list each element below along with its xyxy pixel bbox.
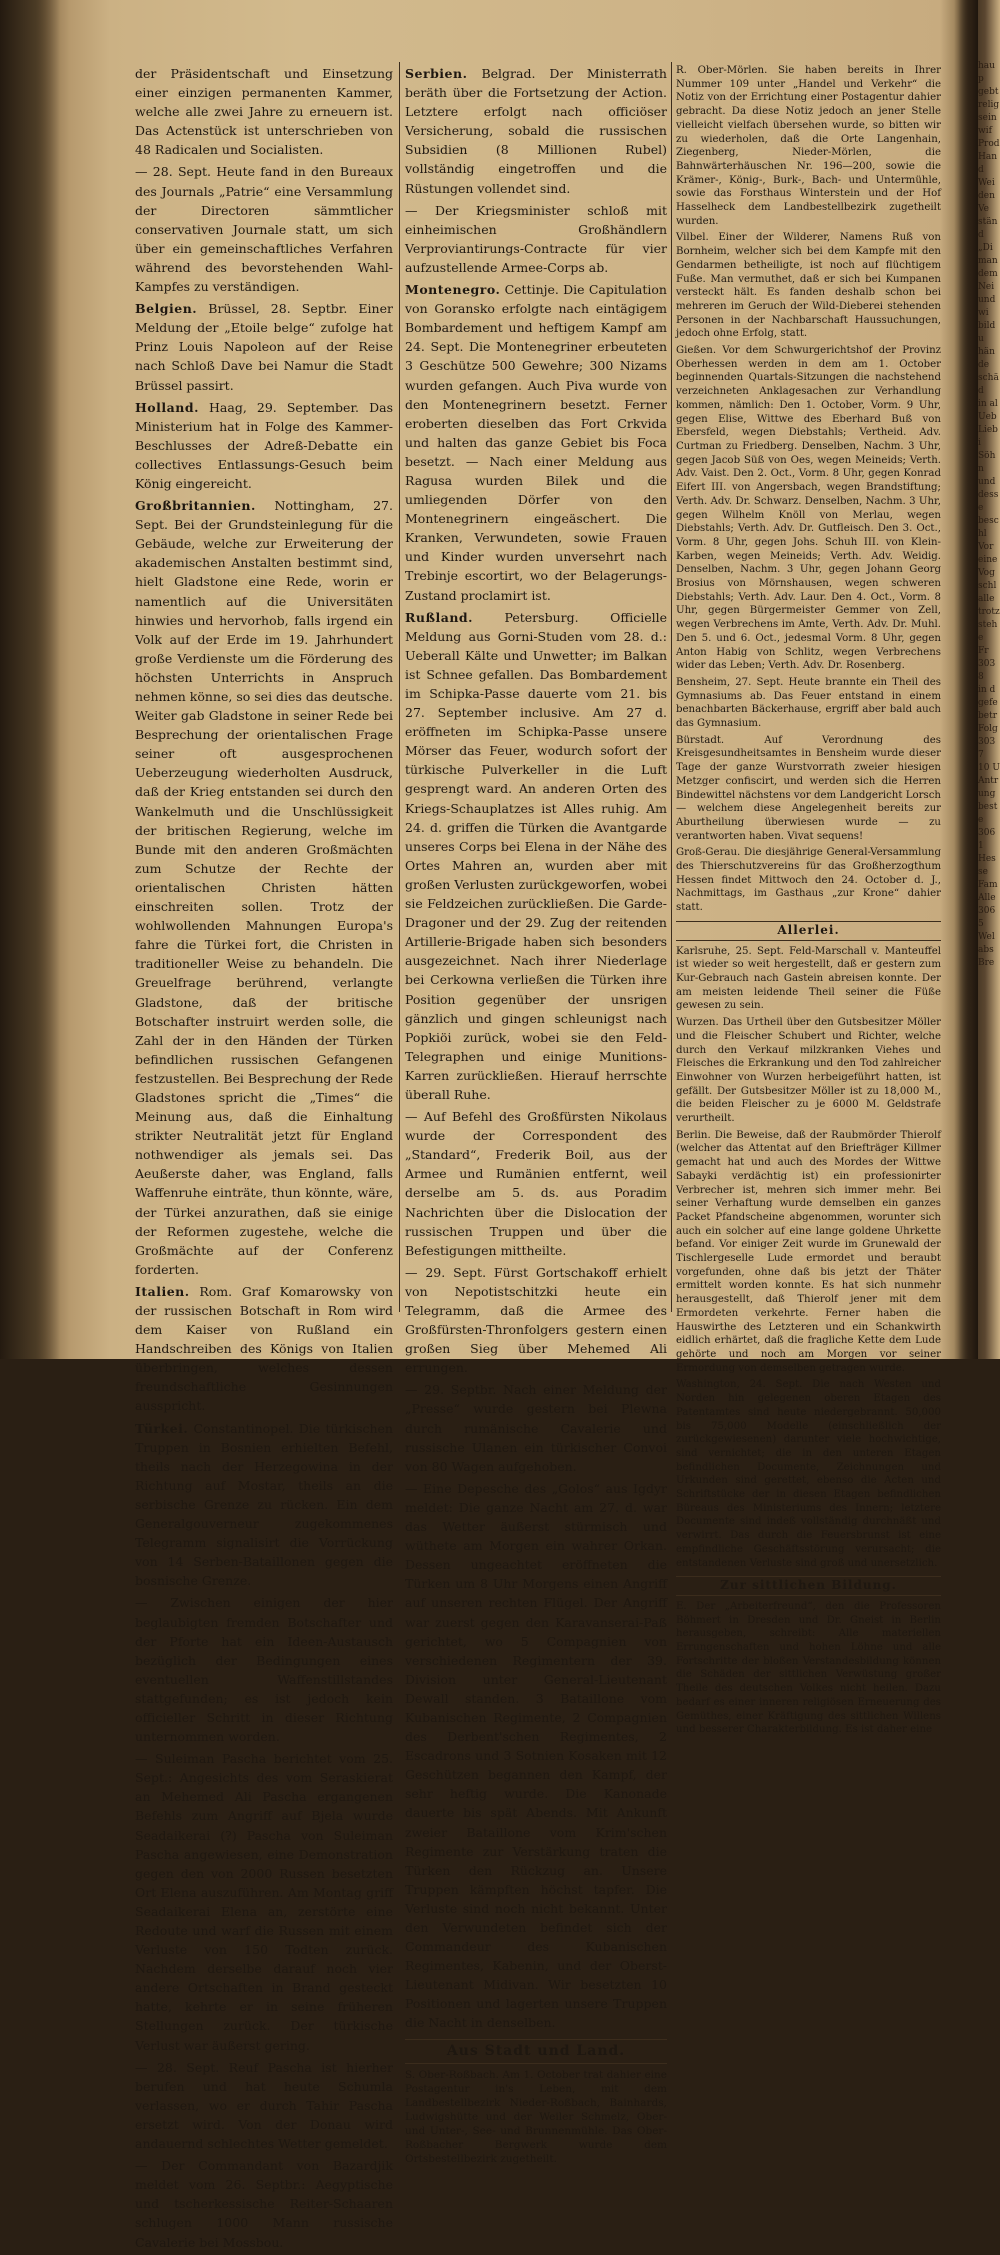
edge-fragment: ung — [978, 789, 996, 799]
edge-fragment: schl — [978, 581, 997, 591]
article-paragraph — [135, 1749, 393, 2055]
edge-fragment: 3061 — [978, 828, 996, 851]
country-heading: Italien. — [135, 1283, 190, 1299]
article-text: Karlsruhe, 25. Sept. Feld-Marschall v. Manteuffel ist wieder so weit hergestellt, daß er gestern zum Kur-Gebrauch nach Gastein abreisen konnte. Der am meisten leidende Theil seiner die Füße gewesen zu sein. — [676, 945, 941, 1012]
edge-fragment: Prod — [978, 139, 1000, 149]
country-heading: Rußland. — [405, 609, 474, 625]
article-text: Bürstadt. Auf Verordnung des Kreisgesundheitsamtes in Bensheim wurde dieser Tage der ganze Wurstvorrath zweier hiesigen Metzger confiscirt, und werden sich die Herren Bindewittel nächstens vor dem Landgericht Lorsch — welchem diese Angelegenheit bereits zur Aburtheilung überwiesen wurde — zu verantworten haben. Vivat sequens! — [676, 734, 941, 842]
column-1 — [135, 64, 393, 2255]
column-2 — [405, 64, 667, 2169]
edge-fragment: Hand — [978, 152, 998, 175]
article-paragraph — [405, 1107, 667, 1260]
edge-fragment: man — [978, 256, 998, 266]
edge-fragment: in al — [978, 399, 998, 409]
edge-fragment: Ueb — [978, 412, 997, 422]
edge-fragment: eine — [978, 555, 998, 565]
edge-fragment: Wei — [978, 178, 995, 188]
edge-fragment: desse — [978, 490, 999, 513]
edge-fragment: trotz — [978, 607, 1000, 617]
article-paragraph — [676, 1378, 941, 1570]
edge-fragment: alle — [978, 594, 995, 604]
article-text: — 28. Sept. Reuf Pascha ist hierher berufen und hat heute Schumla verlassen, wo er durch Tahir Pascha ersetzt wird. Von der Donau wird andauernd schlechtes Wetter gemeldet. — [135, 2059, 393, 2152]
edge-fragment: abs — [978, 945, 994, 955]
edge-fragment: Söhn — [978, 451, 996, 474]
edge-fragment: dem — [978, 269, 998, 279]
article-paragraph — [405, 608, 667, 1104]
article-text: Berlin. Die Beweise, daß der Raubmörder Thierolf (welcher das Attentat auf den Briefträger Killmer gemacht hat und auch des Mordes der Wittwe Sabayki verdächtig ist) ein professionirter Verbrecher ist, mehren sich immer mehr. Bei seiner Verhaftung wurde demselben ein ganzes Packet Pfandscheine abgenommen, worunter sich auch ein solcher auf eine lange goldene Uhrkette befand. Vor einiger Zeit wurde im Grunewald der Tischlergeselle Lude ermordet und beraubt vorgefunden, ohne daß bis jetzt der Thäter ermittelt worden konnte. Es hat sich nunmehr herausgestellt, daß Thierolf jener mit dem Ermordeten verkehrte. Ferner haben die Hauswirthe des Letzteren und ein Schankwirth eidlich erhärtet, daß die fragliche Kette dem Lude gehörte und noch am Morgen vor seiner Ermordung von demselben getragen wurde. — [676, 1129, 941, 1374]
article-text: — 29. Sept. Fürst Gortschakoff erhielt von Nepotistschitzki heute ein Telegramm, daß die Armee des Großfürsten-Thronfolgers gestern einen großen Sieg über Mehemed Ali errungen. — [405, 1264, 667, 1376]
edge-fragment: wif — [978, 126, 992, 136]
article-text: Constantinopel. Die türkischen Truppen in Bosnien erhielten Befehl, theils nach der Herzegowina in der Richtung auf Mostar, theils an die serbische Grenze zu rücken. Ein dem Generalgouverneur zugekommenes Telegramm signalisirt die Vorrückung von 14 Serben-Bataillonen gegen die bosnische Grenze. — [135, 1420, 393, 1589]
edge-fragment: Alle — [978, 893, 996, 903]
article-text: Brüssel, 28. Septbr. Einer Meldung der „Etoile belge“ zufolge hat Prinz Louis Napoleon auf der Reise nach Schloß Dave bei Namur die Stadt Brüssel passirt. — [135, 301, 393, 393]
section-heading: Zur sittlichen Bildung. — [676, 1576, 941, 1596]
article-text: R. Ober-Mörlen. Sie haben bereits in Ihrer Nummer 109 unter „Handel und Verkehr“ die Notiz von der Errichtung einer Postagentur dahier gebracht. Da diese Notiz jedoch an jener Stelle vielleicht vielfach übersehen wurde, so bitten wir zu wiederholen, daß die Orte Langenhain, Ziegenberg, Nieder-Mörlen, die Bahnwärterhäuschen Nr. 196—200, sowie die Krämer-, König-, Burk-, Bach- und Untermühle, sowie das Forsthaus Winterstein und der Hof Hasselheck dem Landbestellbezirk zugetheilt wurden. — [676, 65, 941, 227]
edge-fragment: 3038 — [978, 659, 996, 682]
article-paragraph — [135, 1419, 393, 1591]
edge-fragment: Nei — [978, 282, 995, 292]
edge-fragment: haup — [978, 61, 995, 84]
article-text: Cettinje. Die Capitulation von Goransko erfolgte nach eintägigem Bombardement und heftigem Kampf am 24. Sept. Die Montenegriner erbeuteten 3 Geschütze 500 Gewehre; 300 Nizams wurden gefangen. Auch Piva wurde von den Montenegrinern besetzt. Ferner eroberten dieselben das Fort Crkvida und halten das ganze Gebiet bis Foca besetzt. — Nach einer Meldung aus Ragusa wurden Bilek und die umliegenden Dörfer von den Montenegrinern eingeäschert. Die Kranken, Verwundeten, sowie Frauen und Kinder wurden unversehrt nach Trebinje escortirt, wo der Belagerungs-Zustand proclamirt ist. — [405, 282, 667, 603]
edge-fragment: 3037 — [978, 737, 996, 760]
article-paragraph — [676, 231, 941, 341]
edge-fragment: in d — [978, 685, 996, 695]
article-paragraph — [676, 676, 941, 731]
edge-fragment: und — [978, 295, 996, 305]
edge-fragment: Antr — [978, 776, 999, 786]
article-paragraph — [676, 1016, 941, 1126]
article-text: Rom. Graf Komarowsky von der russischen Botschaft in Rom wird dem Kaiser von Rußland ein Handschreiben des Königs von Italien überbringen, welches dessen freundschaftliche Gesinnungen ausspricht. — [135, 1283, 393, 1414]
edge-fragment: Bre — [978, 958, 995, 968]
article-paragraph — [676, 344, 941, 673]
column-3 — [676, 64, 941, 1740]
edge-fragment: den — [978, 191, 995, 201]
article-paragraph — [676, 734, 941, 844]
edge-fragment: hände — [978, 347, 995, 370]
article-text: — 28. Sept. Heute fand in den Bureaux des Journals „Patrie“ eine Versammlung der Directoren sämmtlicher conservativen Journale statt, um sich über ein gemeinschaftliches Verfahren während des bevorstehenden Wahl-Kampfes zu verständigen. — [135, 164, 393, 295]
article-paragraph — [135, 162, 393, 296]
edge-fragment: Wel — [978, 932, 995, 942]
edge-fragment: Vog — [978, 568, 995, 578]
country-heading: Großbritannien. — [135, 498, 256, 514]
article-paragraph — [135, 2058, 393, 2153]
edge-fragment: und — [978, 477, 996, 487]
country-heading: Montenegro. — [405, 282, 501, 298]
article-text: Vilbel. Einer der Wilderer, Namens Ruß von Bornheim, welcher sich bei dem Kampfe mit den Gendarmen betheiligte, ist noch auf flüchtigem Fuße. Man vermuthet, daß er sich bei Kumpanen versteckt hält. Es fanden deshalb schon bei mehreren im Geruch der Wild-Dieberei stehenden Personen in der Nachbarschaft Haussuchungen, jedoch ohne Erfolg, statt. — [676, 232, 941, 340]
article-paragraph — [676, 846, 941, 915]
article-text: — Der Kriegsminister schloß mit einheimischen Großhändlern Verproviantirungs-Contracte für vier aufzustellende Armee-Corps ab. — [405, 202, 667, 275]
edge-fragment: Fr — [978, 646, 989, 656]
edge-fragment: Ve — [978, 204, 989, 214]
edge-fragment: Liebi — [978, 425, 998, 448]
page-fold-shadow — [954, 0, 978, 1359]
adjacent-page-edge — [978, 60, 1000, 1300]
article-text: — Eine Depesche des „Golos“ aus Igdyr meldet: Die ganze Nacht am 27. d. war das Wetter äußerst stürmisch und wüthete am Morgen ein wahrer Orkan. Dessen ungeachtet eröffneten die Türken um 8 Uhr Morgens einen Angriff auf unseren rechten Flügel. Der Angriff war zuerst gegen den Karavanserai-Paß gerichtet, wo 5 Compagnien von verschiedenen Regimentern der 39. Division unter General-Lieutenant Dewall standen. 3 Bataillone vom Kubanischen Regimente, 2 Compagnien des Derbent'schen Regimentes, 2 Escadrons und 3 Sotnien Kosaken mit 12 Geschützen begannen den Kampf, der sehr heftig wurde. Die Kanonade dauerte bis spät Abends. Mit Ankunft zweier Bataillone vom Krim'schen Regimente zur Verstärkung traten die Türken den Rückzug an. Unsere Truppen kämpften höchst tapfer. Die Verluste sind noch nicht bekannt. Unter den Verwundeten befindet sich der Commandeur des Kubanischen Regimentes, Kabenin, und der Oberst-Lieutenant Midivan. Wir besetzten 10 Positionen und lagerten unsere Truppen die Nacht in denselben. — [405, 1480, 667, 2031]
article-text: Bensheim, 27. Sept. Heute brannte ein Theil des Gymnasiums ab. Das Feuer entstand in einem benachbarten Bäckerhause, ergriff aber bald auch das Gymnasium. — [676, 676, 941, 730]
edge-fragment: beschl — [978, 516, 999, 539]
country-heading: Serbien. — [405, 66, 468, 81]
article-text: — Auf Befehl des Großfürsten Nikolaus wurde der Correspondent des „Standard“, Frederik Boil, aus der Armee und Rumänien entfernt, weil derselbe am 5. ds. aus Poradim Nachrichten über die Dislocation der russischen Truppen und über die Befestigungen mittheilte. — [405, 1109, 667, 1258]
article-text: Wurzen. Das Urtheil über den Gutsbesitzer Möller und die Fleischer Schubert und Richter, welche durch den Verkauf milzkranken Viehes und Fleisches die Erkrankung und den Tod zahlreicher Einwohner von Wurzen herbeigeführt hatten, ist gefällt. Der Gutsbesitzer Möller ist zu 18,000 M., die beiden Fleischer zu je 6000 M. Geldstrafe verurtheilt. — [676, 1017, 941, 1125]
edge-fragment: „Di — [978, 243, 993, 253]
article-paragraph — [405, 1380, 667, 1475]
edge-fragment: gefe — [978, 698, 998, 708]
article-paragraph — [135, 398, 393, 493]
edge-fragment: Folg — [978, 724, 998, 734]
article-text: — Der Commandant von Bazardjik meldet vom 26. Septbr.: Aegyptische und tscherkessische Reiter-Schaaren schlugen 1000 Mann russische Cavalerie bei Mossbou. — [135, 2158, 393, 2250]
article-text: Washington, 24. Sept. Die nach Westen und Norden hin gelegenen oberen Etagen des Patentamtes sind heute niedergebrannt. 50,000 bis 75,000 Modelle (einschließlich der zurückgewiesenen) darunter viele hochwichtige, sind vernichtet; die in den unteren Etagen befindlichen Documente, Zeichnungen und Urkunden sind gerettet, ebenso die Acten und Schriftstücke der in diesen Etagen befindlichen Büreaus des Ministeriums des Innern; letztere Documente sind indeß vollständig durchnäßt und verwirrt. Das durch die Feuersbrunst ist eine empfindliche Geschäftsstörung verursacht; die entstandenen Verluste sind groß und unersetzlich. — [676, 1379, 941, 1569]
article-paragraph — [405, 64, 667, 198]
edge-fragment: bildu — [978, 321, 996, 344]
article-paragraph — [676, 945, 941, 1014]
edge-fragment: sein — [978, 113, 997, 123]
column-rule-1 — [399, 62, 400, 1312]
article-paragraph — [405, 2068, 667, 2166]
country-heading: Türkei. — [135, 1420, 189, 1436]
article-paragraph — [135, 299, 393, 394]
article-text: Gießen. Vor dem Schwurgerichtshof der Provinz Oberhessen werden in dem am 1. October beginnenden Quartals-Sitzungen die nachstehend verzeichneten Anklagesachen zur Verhandlung kommen, nämlich: Den 1. October, Vorm. 9 Uhr, gegen Elise, Wittwe des Eberhard Buß von Ebersfeld, wegen Diebstahls; Vertheid. Adv. Curtman zu Friedberg. Denselben, Nachm. 3 Uhr, gegen Jacob Süß von Oes, wegen Meineids; Verth. Adv. Vaist. Den 2. Oct., Vorm. 8 Uhr, gegen Konrad Eifert III. von Angersbach, wegen Brandstiftung; Verth. Adv. Dr. Schwarz. Denselben, Nachm. 3 Uhr, gegen Wilhelm Knöll von Merlau, wegen Diebstahls; Verth. Adv. Dr. Gutfleisch. Den 3. Oct., Vorm. 8 Uhr, gegen Johs. Schuh III. von Klein-Karben, wegen Meineids; Verth. Adv. Weidig. Denselben, Nachm. 3 Uhr, gegen Johann Georg Brosius von Mörnshausen, wegen schweren Diebstahls; Verth. Adv. Laur. Den 4. Oct., Vorm. 8 Uhr, gegen Bürgermeister Gemmer von Zell, wegen Verbrechens im Amte, Verth. Adv. Dr. Muhl. Den 5. und 6. Oct., jedesmal Vorm. 8 Uhr, gegen Anton Habig von Schlitz, wegen Verbrechens wider das Leben; Verth. Adv. Dr. Rosenberg. — [676, 345, 941, 672]
edge-fragment: schäd — [978, 373, 999, 396]
edge-fragment: stehe — [978, 620, 998, 643]
article-text: Haag, 29. September. Das Ministerium hat in Folge des Kammer-Beschlusses der Adreß-Debatte ein collectives Entlassungs-Gesuch beim König eingereicht. — [135, 399, 393, 491]
article-paragraph — [405, 280, 667, 605]
edge-fragment: relig — [978, 100, 1000, 110]
article-text: S. Ober-Roßbach. Am 1. October trat dahier eine Postagentur in's Leben, mit dem Landbestellbezirk Nieder-Roßbach, Bainhards, Ludwigshütte und der Weiler Schmelz, Ober- und Unter-, See- und Brunnenmühle. Das Ober-Roßbacher Bergwerk wurde dem Ortsbestellbezirk zugetheilt. — [405, 2068, 667, 2165]
edge-fragment: gebt — [978, 87, 999, 97]
article-text: — 29. Septbr. Nach einer Meldung der „Presse“ wurde gestern bei Plewna durch rumänische Cavalerie und russische Ulanen ein türkischer Convoi von 80 Wagen aufgehoben. — [405, 1382, 667, 1474]
article-paragraph — [135, 1593, 393, 1746]
article-paragraph — [405, 1263, 667, 1378]
edge-fragment: 3065 — [978, 906, 996, 929]
country-heading: Belgien. — [135, 301, 198, 317]
edge-fragment: betr — [978, 711, 998, 721]
article-text: E. Der „Arbeiterfreund“, den die Professoren Böhmert in Dresden und Dr. Gneist in Berlin herausgeben, schreibt: Alle materiellen Errungenschaften und hohen Löhne und alle Fortschritte der bloßen Verstandesbildung können die Schäden der sittlichen Verwüstung großer Theile des deutschen Volkes nicht heilen. Dazu bedarf es einer inneren religiösen Erneuerung des Gemüthes, einer Kräftigung des sittlichen Willens und besserer Charakterbildung. Es ist daher eine — [676, 1600, 941, 1736]
article-paragraph — [135, 2156, 393, 2251]
article-paragraph — [676, 1129, 941, 1376]
article-text: Belgrad. Der Ministerrath beräth über die Fortsetzung der Action. Letztere erfolgt nach officiöser Versicherung, sobald die russischen Subsidien (8 Millionen Rubel) vollständig eingetroffen und die Rüstungen vollendet sind. — [405, 66, 667, 196]
book-spine-shadow — [0, 0, 60, 1359]
article-text: Nottingham, 27. Sept. Bei der Grundsteinlegung für die Gebäude, welche zur Erweiterung der akademischen Anstalten bestimmt sind, hielt Gladstone eine Rede, worin er namentlich auf die Universitäten hinwies und hervorhob, falls irgend ein Volk auf der Erde im 19. Jahrhundert große Verdienste um die Förderung des höchsten Unterrichts in Anspruch nehmen könne, so sei dies das deutsche. Weiter gab Gladstone in seiner Rede bei Besprechung der orientalischen Frage seiner oft ausgesprochenen Ueberzeugung wiederholten Ausdruck, daß der Krieg entstanden sei durch den Wankelmuth und die Unschlüssigkeit der britischen Regierung, welche im Bunde mit den anderen Großmächten zum Schutze der Rechte der orientalischen Christen hätten einschreiten sollen. Trotz der wohlwollenden Mahnungen Europa's fahre die Türkei fort, die Christen in traditioneller Weise zu behandeln. Die Greuelfrage berührend, verlangte Gladstone, daß der britische Botschafter instruirt werden solle, die Zahl der in den Händen der Türken befindlichen russischen Gefangenen festzustellen. Bei Besprechung der Rede Gladstones spricht die „Times“ die Meinung aus, daß die Einhaltung strikter Neutralität jetzt für England nothwendiger als jemals sei. Das Aeußerste daher, was England, falls Waffenruhe einträte, thun könnte, wäre, der Türkei anzurathen, daß sie einige der Reformen zugestehe, welche die Großmächte auf der Conferenz forderten. — [135, 498, 393, 1277]
article-text: der Präsidentschaft und Einsetzung einer einzigen permanenten Kammer, welche alle zwei Jahre zu erneuern ist. Das Actenstück ist unterschrieben von 48 Radicalen und Socialisten. — [135, 66, 393, 158]
article-paragraph — [676, 1600, 941, 1737]
article-text: — Suleiman Pascha berichtet vom 25. Sept.: Angesichts des vom Seraskierat an Mehemed Ali Pascha ergangenen Befehls zum Angriff auf Bjela wurde Seadaikerai (?) Pascha von Suleiman Pascha angewiesen, eine Demonstration gegen den von 2000 Russen besetzten Ort Elena auszuführen. Am Montag griff Seadaikerai Elena an, zerstörte eine Redoute und warf die Russen mit einem Verluste von 150 Todten zurück. Nachdem derselbe darauf noch vier andere Ortschaften in Brand gesteckt hatte, kehrte er in seine früheren Stellungen zurück. Der türkische Verlust war äußerst gering. — [135, 1751, 393, 2053]
edge-fragment: beste — [978, 802, 998, 825]
article-text: Groß-Gerau. Die diesjährige General-Versammlung des Thierschutzvereins für das Großherzogthum Hessen findet Mittwoch den 24. October d. J., Nachmittags, im Gasthaus „zur Krone“ dahier statt. — [676, 847, 941, 914]
country-heading: Holland. — [135, 399, 199, 415]
edge-fragment: wi — [978, 308, 989, 318]
article-paragraph — [135, 496, 393, 1279]
section-heading: Aus Stadt und Land. — [405, 2039, 667, 2064]
article-text: Petersburg. Officielle Meldung aus Gorni-Studen vom 28. d.: Ueberall Kälte und Unwetter; im Balkan ist Schnee gefallen. Das Bombardement im Schipka-Passe dauerte vom 21. bis 27. September inclusive. Am 27 d. eröffneten im Schipka-Passe unsere Mörser das Feuer, wodurch sofort der türkische Pulverkeller in die Luft gesprengt ward. An anderen Orten des Kriegs-Schauplatzes ist Alles ruhig. Am 24. d. griffen die Türken die Avantgarde unseres Corps bei Elena in der Nähe des Ortes Mahren an, wurden aber mit großen Verlusten zurückgeworfen, wobei sie Feldzeichen zurückließen. Die Garde-Dragoner und der 29. Zug der reitenden Artillerie-Brigade haben sich besonders ausgezeichnet. Nach ihrer Niederlage bei Cerkowna verließen die Türken ihre Position gegenüber der unsrigen gänzlich und gingen schleunigst nach Popkiöi zurück, wobei sie den Feld-Telegraphen und einige Munitions-Karren zurückließen. Hierauf herrschte überall Ruhe. — [405, 609, 667, 1102]
article-paragraph — [405, 201, 667, 277]
edge-fragment: Hesse — [978, 854, 996, 877]
article-paragraph — [135, 1282, 393, 1416]
edge-fragment: Fam — [978, 880, 998, 890]
edge-fragment: Vor — [978, 542, 994, 552]
edge-fragment: ständ — [978, 217, 998, 240]
article-paragraph — [676, 64, 941, 228]
article-paragraph — [135, 64, 393, 159]
article-paragraph — [405, 1479, 667, 2033]
section-heading: Allerlei. — [676, 921, 941, 941]
column-rule-2 — [671, 62, 672, 1312]
article-text: — Zwischen einigen der hier beglaubigten fremden Botschafter und der Pforte hat ein Ideen-Austausch bezüglich der Bedingungen eines eventuellen Waffenstillstandes stattgefunden; es ist jedoch kein officieller Schritt in dieser Richtung unternommen worden. — [135, 1595, 393, 1745]
edge-fragment: 10 U — [978, 763, 1000, 773]
